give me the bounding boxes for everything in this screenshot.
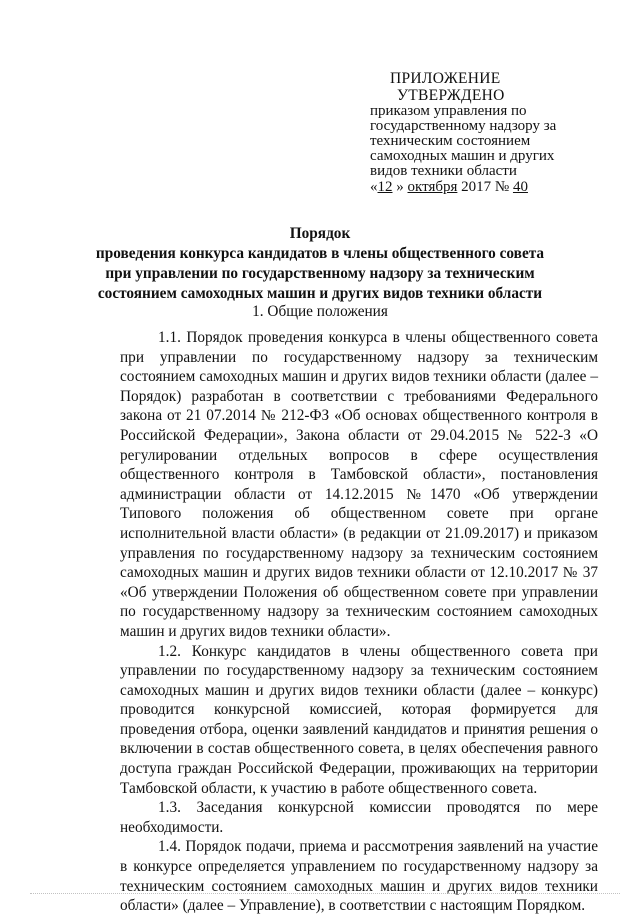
date-close-quote: » (392, 179, 408, 195)
section-body (120, 328, 598, 916)
order-year-and-number-sign: 2017 № (457, 179, 513, 195)
order-line-2: государственному надзору за (370, 118, 557, 134)
title-word: Порядок (289, 225, 351, 242)
order-number: 40 (512, 179, 528, 195)
document-title (95, 224, 545, 304)
section-heading: 1. Общие положения (252, 303, 388, 320)
approved-label: УТВЕРЖДЕНО (397, 87, 505, 104)
approval-stamp-block (370, 70, 610, 195)
order-line-3: техническим состоянием (370, 133, 531, 149)
order-day: 12 (377, 179, 393, 195)
scan-artifact-bottom (30, 893, 620, 902)
order-line-4: самоходных машин и других (370, 148, 555, 164)
order-line-5: видов техники области (370, 163, 517, 179)
date-open-quote: « (370, 179, 378, 195)
title-description: проведения конкурса кандидатов в члены общественного совета при управлении по государственному надзору за техническим состоянием самоходных машин и других видов техники области (95, 245, 545, 302)
paragraph-1-4: 1.4. Порядок подачи, приема и рассмотрения заявлений на участие в конкурсе определяется управлением по государственному надзору за техническим состоянием самоходных машин и других видов техники области» (далее – Управление), в соответствии с настоящим Порядком. (120, 838, 598, 915)
paragraph-1-2: 1.2. Конкурс кандидатов в члены общественного совета при управлении по государственному надзору за техническим состоянием самоходных машин и других видов техники области (далее – конкурс) проводится конкурсной комиссией, которая формируется для проведения отбора, оценки заявлений кандидатов и принятия решения о включении в состав общественного совета, в целях обеспечения равного доступа граждан Российской Федерации, проживающих на территории Тамбовской области, к участию в работе общественного совета. (120, 642, 598, 797)
paragraph-1-3: 1.3. Заседания конкурсной комиссии проводятся по мере необходимости. (120, 799, 598, 836)
appendix-label: ПРИЛОЖЕНИЕ (390, 70, 501, 87)
order-month: октября (407, 179, 458, 195)
order-line-1: приказом управления по (370, 103, 527, 119)
order-date-line (370, 180, 610, 195)
paragraph-1-1: 1.1. Порядок проведения конкурса в члены общественного совета при управлении по государственному надзору за техническим состоянием самоходных машин и других видов техники области (далее – Порядок) разработан в соответствии с требованиями Федерального закона от 21 07.2014 № 212-ФЗ «Об основах общественного контроля в Российской Федерации», Закона области от 29.04.2015 № 522-З «О регулировании отдельных вопросов в сфере осуществления общественного контроля в Тамбовской области», постановления администрации области от 14.12.2015 №1470 «Об утверждении Типового положения об общественном совете при органе исполнительной власти области» (в редакции от 21.09.2017) и приказом управления по государственному надзору за техническим состоянием самоходных машин и других видов техники области от 12.10.2017 № 37 «Об утверждении Положения об общественном совете при управлении по государственному надзору за техническим состоянием самоходных машин и других видов техники области». (120, 329, 598, 640)
